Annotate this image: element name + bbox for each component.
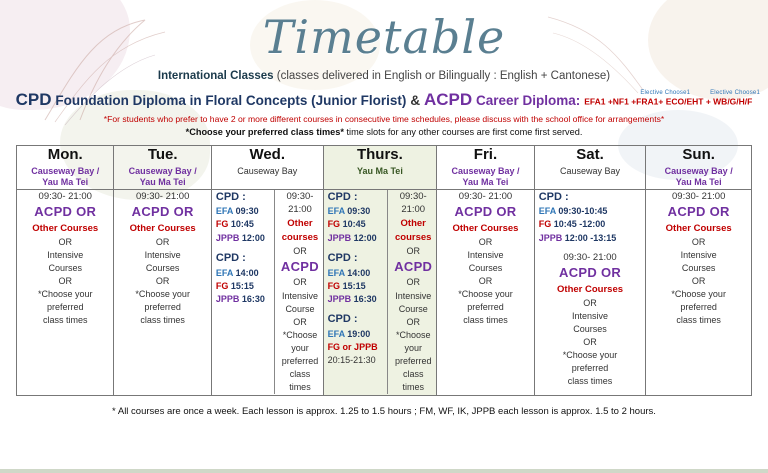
cell-text: your: [291, 342, 309, 353]
day-header-fri: [437, 146, 534, 190]
cell-text: Intensive: [395, 290, 432, 301]
course-code: JPPB: [327, 293, 354, 304]
or-separator: OR: [58, 236, 72, 247]
bottom-bar: [0, 469, 768, 473]
or-separator: OR: [293, 277, 307, 288]
course-code: FG: [215, 219, 231, 230]
cpd-session: [212, 190, 274, 245]
cpd-session-row: [328, 354, 388, 367]
cpd-session-row: [216, 280, 274, 293]
course-time: 10:45: [342, 219, 366, 230]
day-location: [114, 166, 210, 189]
course-time: 09:30-10:45: [558, 206, 608, 217]
course-time: 14:00: [235, 267, 259, 278]
timetable-header-row: [17, 146, 752, 190]
course-time: 19:00: [347, 328, 371, 339]
cell-text: class times: [42, 315, 88, 326]
cell-text: preferred: [281, 355, 319, 366]
cell-text: *Choose your: [135, 289, 190, 300]
location-line: Yau Ma Tei: [139, 177, 186, 188]
cpd-session-row: [328, 232, 388, 245]
day-header-thurs: [323, 146, 437, 190]
course-code: 20:15-21:30: [327, 354, 376, 365]
cell-text: Intensive: [47, 249, 84, 260]
cell-text: class: [289, 368, 311, 379]
or-separator: OR: [406, 316, 420, 327]
cpd-abbr: CPD: [15, 90, 52, 109]
cpd-session-row: [328, 293, 388, 306]
time-range: 09:30- 21:00: [458, 190, 513, 202]
course-time: 12:00: [241, 232, 265, 243]
elective-codes: EFA1 +NF1 +FRA1+ ECO/EHT + WB/G/H/F: [584, 96, 753, 107]
other-column: [274, 190, 322, 394]
cpd-session-row: [216, 205, 274, 218]
day-name: Fri.: [473, 146, 498, 163]
time-range: 09:30- 21:00: [672, 190, 726, 202]
cpd-session: [535, 190, 646, 245]
course-time: 16:30: [241, 293, 265, 304]
note-bold: [0, 127, 768, 137]
cpd-session-row: [328, 267, 388, 280]
cell-text: Courses: [468, 262, 503, 273]
location-line: Causeway Bay /: [128, 166, 197, 176]
other-courses-label: Other: [287, 218, 313, 230]
day-location: [646, 166, 751, 189]
day-name: Sun.: [682, 146, 715, 163]
subtitle: [0, 70, 768, 82]
course-code: EFA: [327, 267, 348, 278]
cell-text: *Choose: [395, 329, 431, 340]
course-code: JPPB: [538, 232, 565, 243]
cpd-session-row: [216, 232, 274, 245]
cell-text: class times: [463, 315, 508, 326]
course-code: FG: [327, 219, 343, 230]
day-cell-sun[interactable]: [646, 189, 752, 395]
day-name: Mon.: [47, 146, 83, 163]
cell-text: Course: [398, 303, 428, 314]
course-code: JPPB: [327, 232, 354, 243]
spacer: [324, 367, 388, 373]
time-range: 21:00: [288, 204, 312, 216]
course-time: 09:30: [235, 206, 259, 217]
cpd-session-row: [328, 205, 388, 218]
or-separator: OR: [691, 276, 706, 287]
day-cell-fri[interactable]: [437, 189, 534, 395]
cpd-session-row: [539, 232, 646, 245]
cpd-session: [324, 251, 388, 306]
note-bold-lead: *Choose your preferred class times*: [185, 127, 344, 137]
day-name: Wed.: [249, 146, 286, 163]
location-line: Causeway Bay /: [664, 166, 733, 176]
timetable-body-row: [17, 189, 752, 395]
cell-text: times: [402, 381, 424, 392]
acpd-label: ACPD OR: [454, 204, 517, 220]
day-header-sun: [646, 146, 752, 190]
timetable: [16, 145, 752, 396]
day-header-tue: [114, 146, 211, 190]
cell-text: *Choose: [282, 329, 318, 340]
elective-label-1: Elective Choose1: [640, 90, 691, 96]
day-cell-sat[interactable]: [534, 189, 646, 395]
course-code: EFA: [327, 206, 348, 217]
page-title: Timetable: [262, 10, 506, 64]
cell-text: preferred: [144, 302, 181, 313]
day-name: Thurs.: [356, 146, 403, 163]
cpd-session: [324, 190, 388, 245]
note-red: *For students who prefer to have 2 or more different courses in consecutive time schedules, please discuss with the school office for arrangements*: [103, 114, 665, 124]
cpd-session-row: [328, 341, 388, 354]
cell-text: Intensive: [680, 249, 717, 260]
cpd-session-row: [216, 267, 274, 280]
cell-text: preferred: [46, 302, 84, 313]
cpd-session-row: [539, 205, 646, 218]
acpd-label: ACPD: [394, 258, 433, 274]
other-courses-label: courses: [394, 231, 432, 243]
course-time: 10:45: [230, 219, 254, 230]
cell-text: preferred: [680, 302, 717, 313]
cpd-session-title: CPD :: [215, 190, 246, 203]
location-line: Causeway Bay /: [451, 166, 520, 176]
time-range: 09:30- 21:00: [136, 190, 190, 202]
cpd-session-title: CPD :: [327, 312, 358, 325]
cell-text: *Choose your: [562, 350, 618, 361]
day-cell-wed[interactable]: [211, 189, 323, 395]
other-courses-label: Other Courses: [452, 223, 519, 235]
day-header-wed: [211, 146, 323, 190]
other-column: [387, 190, 436, 394]
course-time: 12:00: [353, 232, 377, 243]
cell-text: Courses: [145, 262, 180, 273]
spacer: [212, 306, 274, 312]
day-location: [212, 166, 323, 177]
course-code: FG: [327, 280, 343, 291]
subtitle-rest: (classes delivered in English or Bilingually : English + Cantonese): [276, 70, 611, 82]
time-range: 09:30- 21:00: [563, 251, 617, 263]
course-time: 10:45 -12:00: [553, 219, 606, 230]
cpd-session-row: [328, 328, 388, 341]
cell-text: class: [402, 368, 424, 379]
location-line: Yau Ma Tei: [462, 177, 509, 188]
day-name: Sat.: [576, 146, 604, 163]
subtitle-bold: International Classes: [157, 70, 274, 82]
or-separator: OR: [155, 236, 170, 247]
course-time: 12:00 -13:15: [564, 232, 617, 243]
cell-text: times: [289, 381, 311, 392]
acpd-label: ACPD OR: [559, 265, 622, 281]
cpd-session-row: [328, 280, 388, 293]
cell-text: preferred: [467, 302, 504, 313]
cpd-session-title: CPD :: [215, 251, 246, 264]
cpd-session: [212, 251, 274, 306]
other-courses-label: Other: [400, 218, 426, 230]
location-line: Causeway Bay /: [31, 166, 100, 176]
time-range: 21:00: [401, 204, 426, 216]
cell-text: class times: [567, 376, 613, 387]
cell-text: your: [404, 342, 422, 353]
cell-text: class times: [676, 315, 721, 326]
note-bold-rest: time slots for any other courses are first come first served.: [343, 127, 583, 137]
split-columns: [324, 190, 437, 394]
acpd-label: ACPD OR: [34, 204, 97, 220]
ampersand: &: [410, 93, 421, 108]
cell-text: Intensive: [144, 249, 181, 260]
time-range: 09:30-: [286, 190, 314, 202]
cell-text: *Choose your: [458, 289, 513, 300]
acpd-abbr: ACPD: [423, 90, 473, 109]
other-courses-label: Other Courses: [665, 223, 732, 235]
day-location: [437, 166, 533, 189]
cell-text: class times: [140, 315, 185, 326]
other-courses-label: Other Courses: [129, 223, 196, 235]
time-range: 09:30- 21:00: [38, 190, 92, 202]
course-time: 16:30: [353, 293, 377, 304]
or-separator: OR: [691, 236, 706, 247]
day-header-sat: [534, 146, 646, 190]
course-time: 14:00: [347, 267, 371, 278]
or-separator: OR: [406, 245, 420, 256]
elective-labels: [622, 90, 760, 96]
course-time: 15:15: [230, 280, 254, 291]
cell-text: preferred: [571, 363, 609, 374]
cpd-column: [324, 190, 388, 394]
or-separator: OR: [478, 276, 493, 287]
course-code: FG: [215, 280, 231, 291]
cpd-session-row: [216, 218, 274, 231]
day-cell-thurs[interactable]: [323, 189, 437, 395]
day-header-mon: [17, 146, 114, 190]
course-code: FG or JPPB: [327, 341, 378, 352]
or-separator: OR: [583, 297, 597, 308]
other-courses-label: courses: [281, 231, 319, 243]
day-cell-tue[interactable]: [114, 189, 211, 395]
course-code: EFA: [215, 206, 236, 217]
course-code: EFA: [215, 267, 236, 278]
location-line: Yau Ma Tei: [675, 177, 722, 188]
cell-text: *Choose your: [37, 289, 93, 300]
acpd-label: ACPD OR: [667, 204, 730, 220]
course-code: EFA: [538, 206, 559, 217]
cpd-session-row: [328, 218, 388, 231]
cpd-session-row: [539, 218, 646, 231]
course-code: JPPB: [215, 232, 242, 243]
acpd-name: Career Diploma:: [476, 93, 581, 108]
location-line: Causeway Bay: [560, 166, 621, 176]
or-separator: OR: [406, 277, 420, 288]
course-time: 09:30: [347, 206, 371, 217]
or-separator: OR: [155, 276, 170, 287]
or-separator: OR: [478, 236, 493, 247]
acpd-label: ACPD OR: [131, 204, 194, 220]
cell-text: Courses: [573, 324, 607, 335]
cpd-session-row: [216, 293, 274, 306]
location-line: Yau Ma Tei: [42, 177, 89, 188]
or-separator: OR: [583, 337, 597, 348]
cell-text: Intensive: [281, 290, 318, 301]
other-courses-label: Other Courses: [557, 284, 624, 296]
or-separator: OR: [58, 276, 72, 287]
cell-text: Intensive: [467, 249, 504, 260]
or-separator: OR: [293, 316, 307, 327]
or-separator: OR: [293, 245, 307, 256]
cpd-session-title: CPD :: [327, 251, 358, 264]
course-code: JPPB: [215, 293, 242, 304]
cell-text: *Choose your: [671, 289, 726, 300]
day-cell-mon[interactable]: [17, 189, 114, 395]
cell-text: Course: [285, 303, 315, 314]
course-code: FG: [538, 219, 554, 230]
split-columns: [212, 190, 323, 394]
cell-text: Courses: [681, 262, 716, 273]
day-location: [324, 166, 437, 177]
day-location: [535, 166, 646, 177]
other-courses-label: Other Courses: [32, 223, 99, 235]
footer-note: * All courses are once a week. Each lesson is approx. 1.25 to 1.5 hours ; FM, WF, IK, JPPB each lesson is approx. 1.5 to 2 hours.: [112, 405, 656, 417]
cpd-session-title: CPD :: [538, 190, 569, 203]
acpd-label: ACPD: [280, 258, 319, 274]
location-line: Yau Ma Tei: [356, 166, 403, 176]
cell-text: Intensive: [572, 311, 609, 321]
cpd-session-title: CPD :: [327, 190, 358, 203]
day-location: [17, 166, 113, 189]
cell-text: Courses: [48, 262, 82, 273]
elective-label-2: Elective Choose1: [710, 90, 760, 96]
time-range: 09:30-: [399, 190, 427, 202]
location-line: Causeway Bay: [237, 166, 298, 176]
course-time: 15:15: [342, 280, 366, 291]
day-name: Tue.: [147, 146, 178, 163]
cpd-session: [324, 312, 388, 367]
cpd-column: [212, 190, 274, 394]
cell-text: preferred: [394, 355, 432, 366]
cpd-name: Foundation Diploma in Floral Concepts (Junior Florist): [55, 93, 407, 108]
course-code: EFA: [327, 328, 348, 339]
